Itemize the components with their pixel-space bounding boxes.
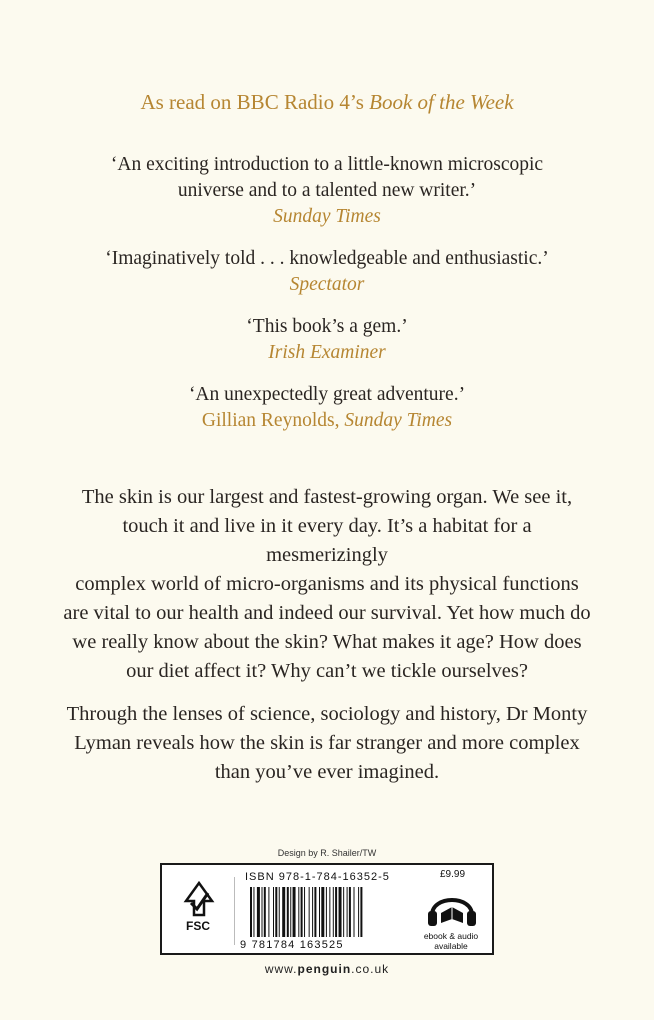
barcode-bar (301, 887, 303, 937)
barcode-bar (287, 887, 289, 937)
barcode-bar (349, 887, 351, 937)
barcode-bar (273, 887, 274, 937)
barcode-bar (360, 887, 362, 937)
barcode-bar (335, 887, 337, 937)
design-credit: Design by R. Shailer/TW (277, 848, 377, 858)
barcode-bar (333, 887, 334, 937)
review-quote (0, 246, 654, 298)
barcode-bar (298, 887, 299, 937)
fsc-logo (172, 877, 235, 945)
quote-source (0, 204, 654, 230)
radio-banner-prefix: As read on BBC Radio 4’s (140, 90, 370, 114)
barcode-bar (309, 887, 310, 937)
barcode-bar (304, 887, 305, 937)
book-blurb (60, 483, 594, 801)
barcode-bar (358, 887, 359, 937)
barcode-bar (262, 887, 263, 937)
tree-checkmark-icon (182, 881, 216, 919)
quote-source-publication: Spectator (289, 274, 365, 295)
isbn-number: ISBN 978-1-784-16352-5 (245, 871, 390, 883)
quote-text: ‘An unexpectedly great adventure.’ (188, 384, 466, 405)
barcode-bar (321, 887, 324, 937)
quote-source (0, 408, 654, 434)
fsc-label: FSC (186, 919, 210, 933)
blurb-paragraph-2: Through the lenses of science, sociology and history, Dr Monty Lyman reveals how the skin is far stranger and more complex than you’ve ever imagined. (66, 703, 588, 783)
barcode-bar (339, 887, 342, 937)
barcode-bars (250, 887, 400, 937)
website-suffix: .co.uk (351, 962, 390, 976)
quote-source (0, 272, 654, 298)
quote-text: ‘Imaginatively told . . . knowledgeable and enthusiastic.’ (105, 248, 549, 269)
barcode-bar (275, 887, 277, 937)
quote-source-publication: Sunday Times (344, 410, 453, 431)
barcode-bar (290, 887, 291, 937)
quote-text: ‘This book’s a gem.’ (246, 316, 408, 337)
radio-banner (0, 88, 654, 116)
publisher-website[interactable] (0, 962, 654, 976)
barcode-bar (343, 887, 344, 937)
ebook-audio-note: ebook & audio available (423, 931, 479, 951)
barcode-bar (279, 887, 280, 937)
review-quote (0, 382, 654, 434)
barcode-bar (253, 887, 254, 937)
barcode-bar (329, 887, 330, 937)
barcode-bar (326, 887, 327, 937)
barcode-bar (257, 887, 260, 937)
barcode-bar (314, 887, 316, 937)
headphones-book-icon (426, 885, 478, 929)
barcode-bar (319, 887, 320, 937)
blurb-paragraph-1: The skin is our largest and fastest-growing organ. We see it, touch it and live in it every day. It’s a habitat for a mesmerizingly complex world of micro-organisms and its physical functions are vital to our health and indeed our survival. Yet how much do we really know about the skin? What makes it age? How does our diet affect it? Why can’t we tickle ourselves? (63, 486, 591, 682)
barcode-bar (268, 887, 269, 937)
radio-banner-title: Book of the Week (369, 90, 514, 114)
review-quote (0, 314, 654, 366)
quote-source (0, 340, 654, 366)
barcode-bar (264, 887, 266, 937)
barcode-bar (282, 887, 285, 937)
barcode-bar (347, 887, 348, 937)
quote-source-publication: Irish Examiner (268, 342, 386, 363)
barcode-bar (250, 887, 252, 937)
barcode-bar (293, 887, 296, 937)
price-label: £9.99 (440, 869, 466, 880)
website-prefix: www. (264, 962, 298, 976)
barcode-digits: 9 781784 163525 (240, 939, 344, 951)
quote-source-publication: Sunday Times (273, 206, 381, 227)
review-quote (0, 152, 654, 230)
website-brand: penguin (297, 962, 352, 976)
quote-source-prefix: Gillian Reynolds, (201, 410, 345, 431)
barcode-bar (354, 887, 355, 937)
review-quotes (0, 152, 654, 450)
barcode-bar (312, 887, 313, 937)
quote-text: ‘An exciting introduction to a little-known microscopic universe and to a talented new writer.’ (110, 154, 544, 201)
barcode-panel (160, 863, 494, 955)
